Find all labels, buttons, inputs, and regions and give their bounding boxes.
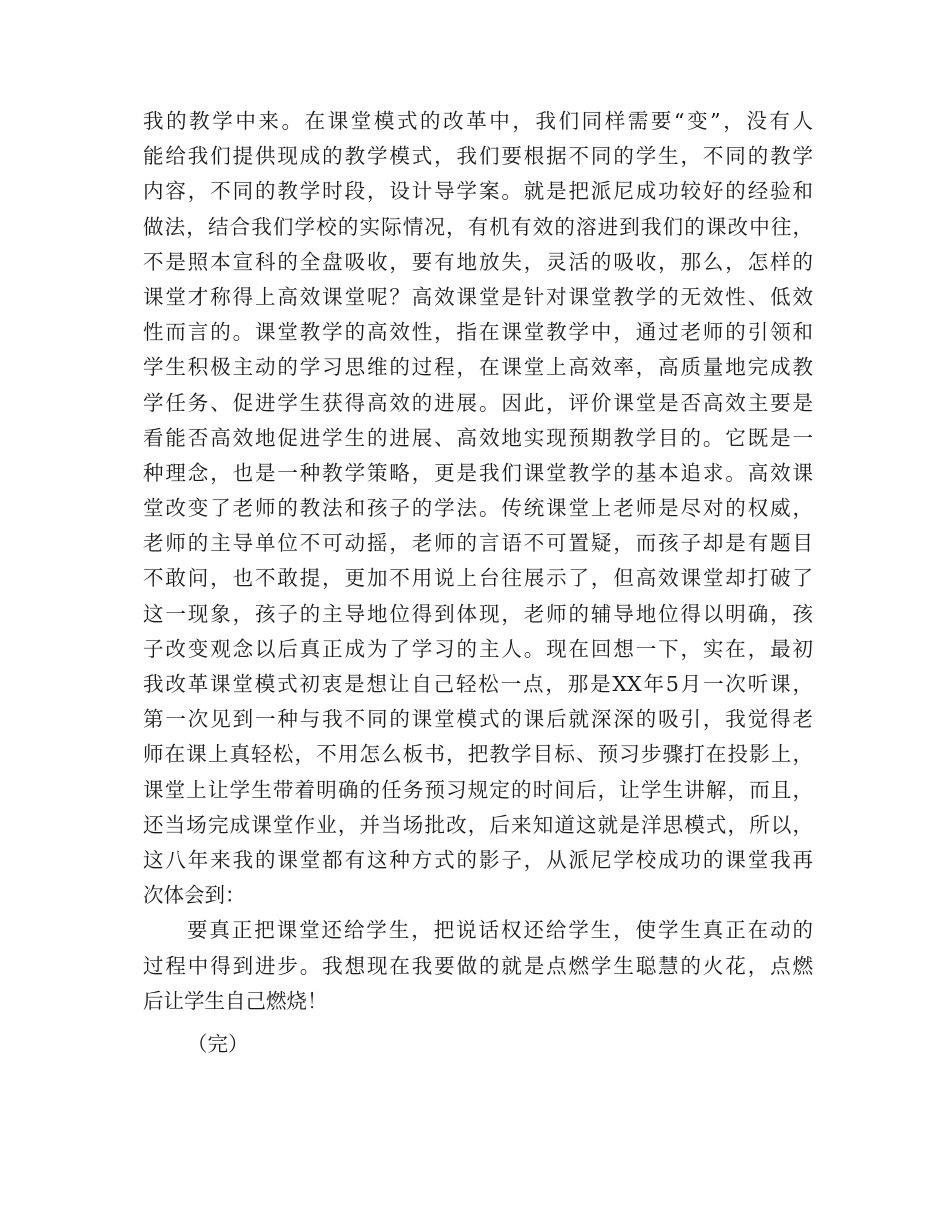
text-line: 子改变观念以后真正成为了学习的主人。现在回想一下，实在，最初	[143, 636, 813, 661]
text-line: 第一次见到一种与我不同的课堂模式的课后就深深的吸引，我觉得老	[143, 707, 813, 732]
closing-paragraph	[143, 1027, 813, 1062]
text-line: 我的教学中来。在课堂模式的改革中，我们同样需要“变”，没有人	[143, 109, 813, 133]
text-line: 内容，不同的教学时段，设计导学案。就是把派尼成功较好的经验和	[143, 179, 813, 204]
document-body	[143, 104, 813, 1062]
text-line: 还当场完成课堂作业，并当场批改，后来知道这就是洋思模式，所以，	[143, 812, 813, 837]
text-line: 师在课上真轻松，不用怎么板书，把教学目标、预习步骤打在投影上，	[143, 742, 813, 767]
text-line: 不是照本宣科的全盘吸收，要有地放失，灵活的吸收，那么，怎样的	[143, 249, 813, 274]
text-line: 次体会到：	[143, 883, 246, 908]
text-line: 看能否高效地促进学生的进展、高效地实现预期教学目的。它既是一	[143, 425, 813, 450]
paragraph-spacer	[143, 1019, 813, 1027]
text-line: 学任务、促进学生获得高效的进展。因此，评价课堂是否高效主要是	[143, 390, 813, 415]
text-line: 性而言的。课堂教学的高效性，指在课堂教学中，通过老师的引领和	[143, 320, 813, 345]
paragraph-2	[143, 913, 813, 1019]
text-line: 我改革课堂模式初衷是想让自己轻松一点，那是XX年5月一次听课，	[143, 672, 813, 696]
text-line: 这八年来我的课堂都有这种方式的影子，从派尼学校成功的课堂我再	[143, 847, 813, 872]
text-line: 老师的主导单位不可动摇，老师的言语不可置疑，而孩子却是有题目	[143, 531, 813, 556]
text-line: 这一现象，孩子的主导地位得到体现，老师的辅导地位得以明确，孩	[143, 601, 813, 626]
text-line: 课堂上让学生带着明确的任务预习规定的时间后，让学生讲解，而且，	[143, 777, 813, 802]
text-line: 堂改变了老师的教法和孩子的学法。传统课堂上老师是尽对的权威，	[143, 496, 813, 521]
text-line: 课堂才称得上高效课堂呢？高效课堂是针对课堂教学的无效性、低效	[143, 284, 813, 309]
text-line: 种理念，也是一种教学策略，更是我们课堂教学的基本追求。高效课	[143, 460, 813, 485]
text-line: 过程中得到进步。我想现在我要做的就是点燃学生聪慧的火花，点燃	[143, 953, 813, 978]
text-line: 后让学生自己燃烧！	[143, 988, 328, 1013]
text-line: 不敢问，也不敢提，更加不用说上台往展示了，但高效课堂却打破了	[143, 566, 813, 591]
paragraph-1	[143, 104, 813, 913]
text-line: 要真正把课堂还给学生，把说话权还给学生，使学生真正在动的	[187, 918, 813, 943]
text-line: 学生积极主动的学习思维的过程，在课堂上高效率，高质量地完成教	[143, 355, 813, 380]
text-line: 能给我们提供现成的教学模式，我们要根据不同的学生，不同的教学	[143, 144, 813, 169]
closing-mark: （完）	[187, 1031, 249, 1056]
text-line: 做法，结合我们学校的实际情况，有机有效的溶进到我们的课改中往，	[143, 214, 813, 239]
